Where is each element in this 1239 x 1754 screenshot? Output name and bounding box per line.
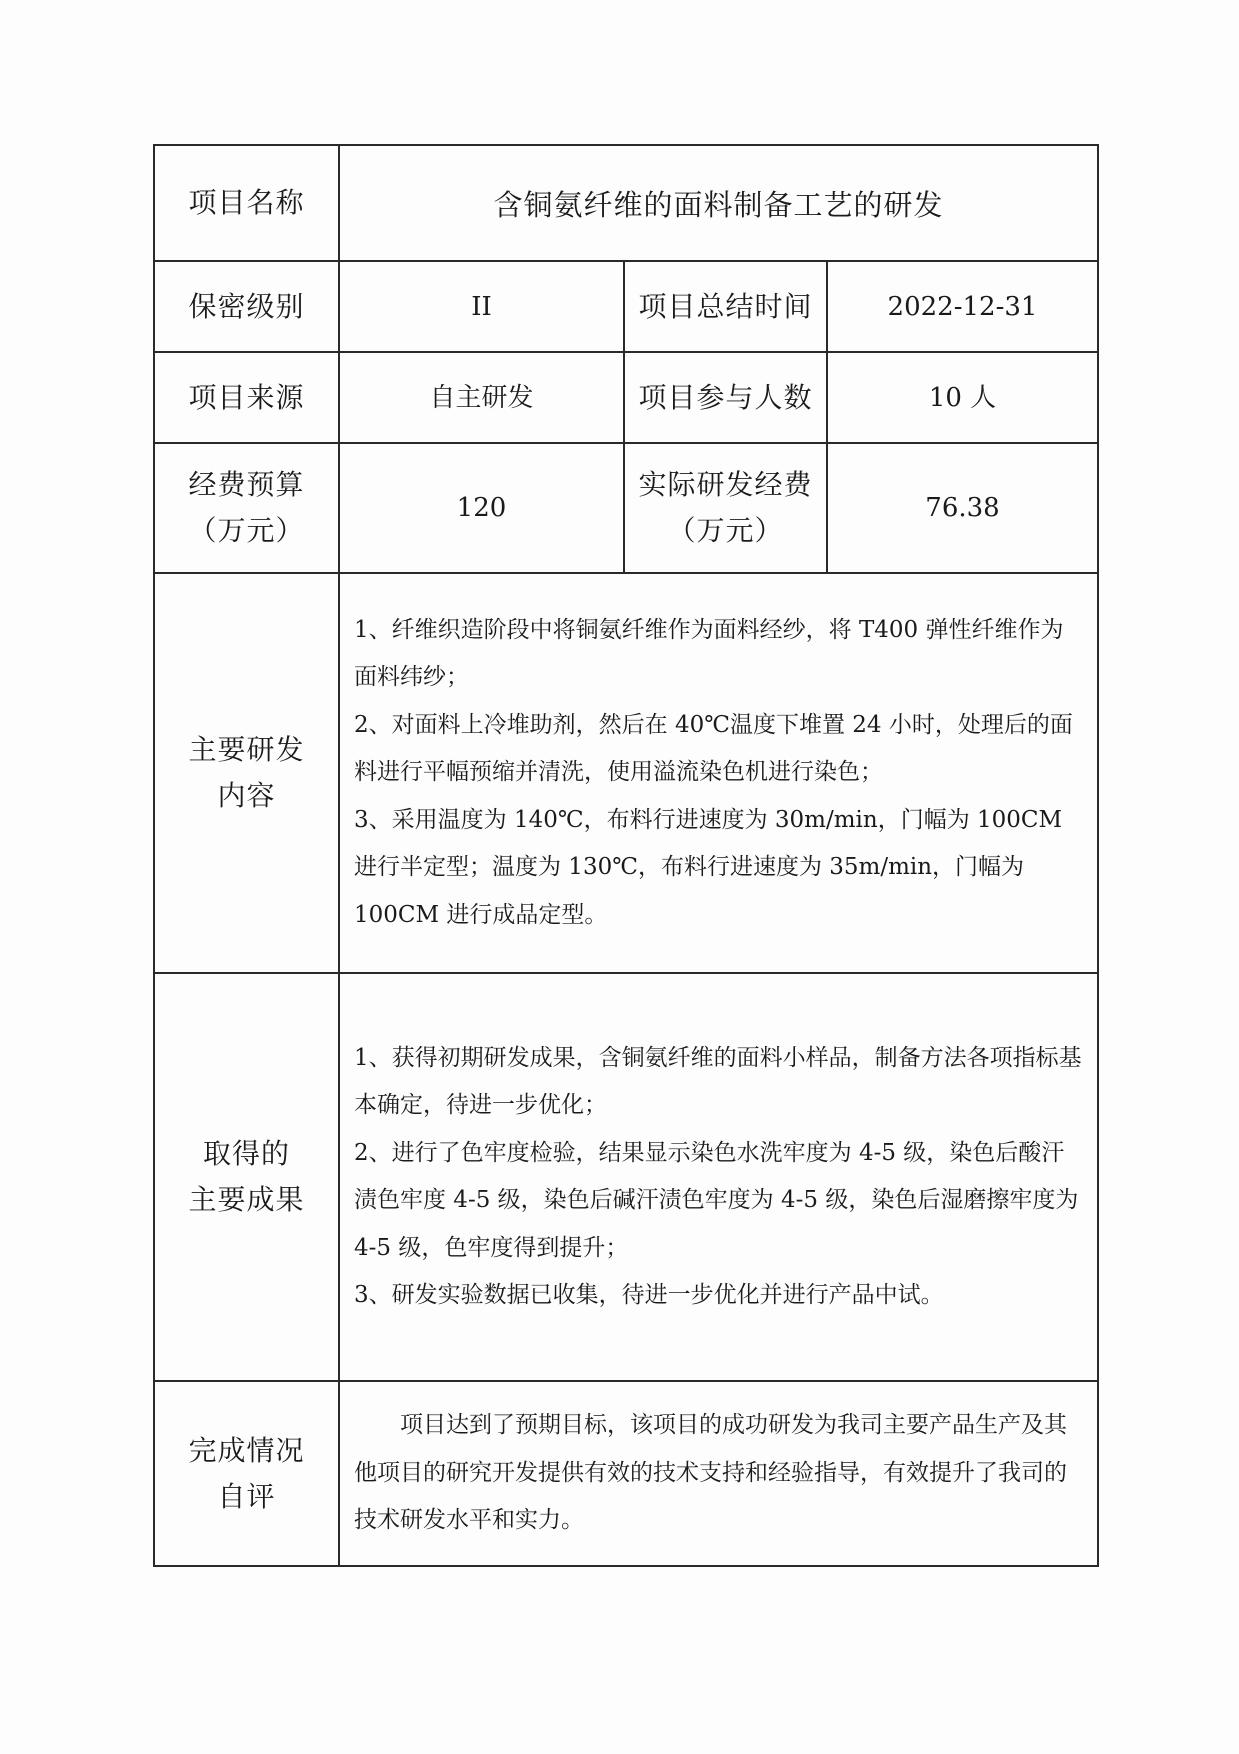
summary-time-label: 项目总结时间 (624, 261, 827, 352)
row-evaluation (154, 1381, 1098, 1566)
row-results (154, 973, 1098, 1381)
summary-time-value: 2022-12-31 (827, 261, 1098, 352)
participants-value: 10 人 (827, 352, 1098, 443)
main-content-item: 2、对面料上冷堆助剂，然后在 40℃温度下堆置 24 小时，处理后的面料进行平幅预缩并清洗，使用溢流染色机进行染色； (354, 711, 1073, 786)
main-content-label (154, 573, 339, 973)
results-item: 1、获得初期研发成果，含铜氨纤维的面料小样品，制备方法各项指标基本确定，待进一步优化； (354, 1044, 1082, 1118)
evaluation-body (339, 1381, 1098, 1566)
source-label: 项目来源 (154, 352, 339, 443)
results-item: 2、进行了色牢度检验，结果显示染色水洗牢度为 4-5 级，染色后酸汗渍色牢度 4-5 级，染色后碱汗渍色牢度为 4-5 级，染色后湿磨擦牢度为 4-5 级，色牢度得到提升； (354, 1139, 1079, 1261)
evaluation-text: 项目达到了预期目标，该项目的成功研发为我司主要产品生产及其他项目的研究开发提供有效的技术支持和经验指导，有效提升了我司的技术研发水平和实力。 (354, 1412, 1067, 1534)
evaluation-label-line1: 完成情况 (188, 1433, 305, 1467)
results-label-line2: 主要成果 (188, 1183, 305, 1216)
row-budget (154, 443, 1098, 573)
row-source (154, 352, 1098, 443)
main-content-label-line2: 内容 (217, 779, 276, 812)
row-project-name (154, 145, 1098, 261)
actual-label-line2: （万元） (667, 514, 784, 547)
actual-value: 76.38 (827, 443, 1098, 573)
evaluation-label (154, 1381, 339, 1566)
main-content-item: 1、纤维织造阶段中将铜氨纤维作为面料经纱，将 T400 弹性纤维作为面料纬纱； (354, 616, 1064, 691)
row-main-content (154, 573, 1098, 973)
row-secrecy (154, 261, 1098, 352)
results-body (339, 973, 1098, 1381)
budget-value: 120 (339, 443, 624, 573)
secrecy-value: II (339, 261, 624, 352)
project-name-value: 含铜氨纤维的面料制备工艺的研发 (339, 145, 1098, 261)
project-name-label: 项目名称 (154, 145, 339, 261)
secrecy-label: 保密级别 (154, 261, 339, 352)
project-summary-table (153, 144, 1099, 1567)
budget-label-line2: （万元） (188, 514, 305, 547)
results-label-line1: 取得的 (202, 1137, 290, 1170)
source-value: 自主研发 (339, 352, 624, 443)
main-content-label-line1: 主要研发 (188, 733, 305, 766)
participants-label: 项目参与人数 (624, 352, 827, 443)
main-content-body (339, 573, 1098, 973)
budget-label-line1: 经费预算 (188, 468, 305, 501)
evaluation-label-line2: 自评 (217, 1479, 276, 1513)
actual-label (624, 443, 827, 573)
results-label (154, 973, 339, 1381)
budget-label (154, 443, 339, 573)
results-item: 3、研发实验数据已收集，待进一步优化并进行产品中试。 (354, 1282, 944, 1308)
main-content-item: 3、采用温度为 140℃，布料行进速度为 30m/min，门幅为 100CM 进行半定型；温度为 130℃，布料行进速度为 35m/min，门幅为 100CM 进行成品定型。 (354, 806, 1063, 928)
actual-label-line1: 实际研发经费 (638, 468, 813, 501)
